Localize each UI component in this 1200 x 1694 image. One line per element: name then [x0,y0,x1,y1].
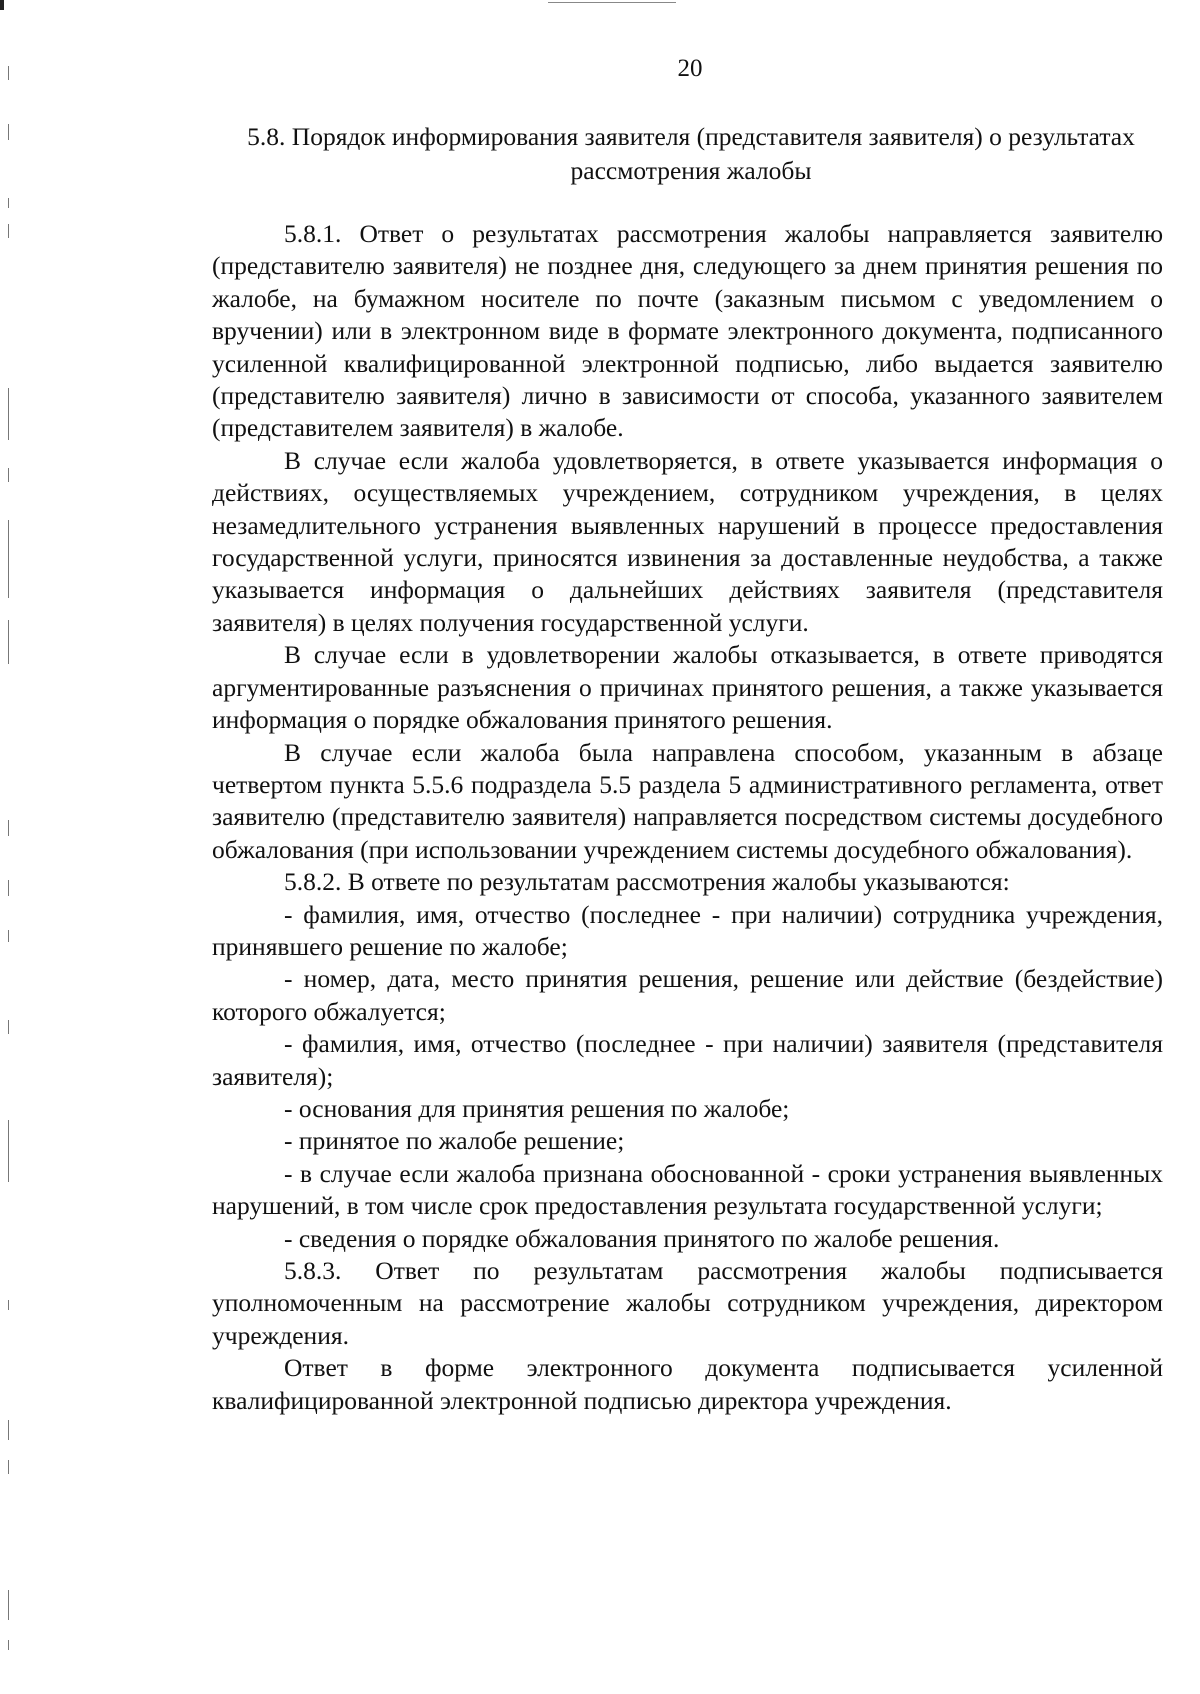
margin-dash [8,620,9,664]
margin-dash [8,1640,9,1650]
list-item: - номер, дата, место принятия решения, решение или действие (бездействие) которого обжалуется; [212,964,1163,1026]
margin-dash [8,1420,9,1440]
margin-dash [8,820,9,836]
list-item: - в случае если жалоба признана обоснованной - сроки устранения выявленных нарушений, в том числе срок предоставления результата государственной услуги; [212,1158,1163,1221]
section-heading: 5.8. Порядок информирования заявителя (представителя заявителя) о результатах рассмотрения жалобы [247,122,1135,185]
scan-corner-mark [0,0,4,10]
margin-dash [8,1460,9,1474]
margin-dash [8,388,9,440]
margin-dash [8,224,9,238]
paragraph-electronic-signature: Ответ в форме электронного документа подписывается усиленной квалифицированной электронной подписью директора учреждения. [212,1353,1163,1415]
paragraph-complaint-refused: В случае если в удовлетворении жалобы отказывается, в ответе приводятся аргументированные разъяснения о причинах принятого решения, а также указывается информация о порядке обжалования принятого решения. [212,640,1163,735]
scan-top-line [548,2,676,3]
paragraph-pre-trial-system: В случае если жалоба была направлена способом, указанным в абзаце четвертом пункта 5.5.6 подраздела 5.5 раздела 5 административного регламента, ответ заявителю (представителю заявителя) направляется посредством системы досудебного обжалования (при использовании учреждением системы досудебного обжалования). [212,737,1163,864]
margin-dash [8,1120,9,1182]
margin-dash [8,1300,9,1310]
margin-dash [8,468,9,482]
body-text [212,218,1163,1417]
list-item: - основания для принятия решения по жалобе; [284,1093,790,1123]
paragraph-complaint-satisfied: В случае если жалоба удовлетворяется, в ответе указывается информация о действиях, осуществляемых учреждением, сотрудником учреждения, в целях незамедлительного устранения выявленных нарушений в процессе предоставления государственной услуги, приносятся извинения за доставленные неудобства, а также указывается информация о дальнейших действиях заявителя (представителя заявителя) в целях получения государственной услуги. [212,445,1163,637]
margin-dash [8,880,9,896]
margin-dash [8,1020,9,1034]
margin-dash [8,520,9,598]
list-item: - сведения о порядке обжалования принятого по жалобе решения. [284,1223,1000,1253]
paragraph-5-8-1: 5.8.1. Ответ о результатах рассмотрения жалобы направляется заявителю (представителю заявителя) не позднее дня, следующего за днем принятия решения по жалобе, на бумажном носителе по почте (заказным письмом с уведомлением о вручении) или в электронном виде в формате электронного документа, подписанного усиленной квалифицированной электронной подписью, либо выдается заявителю (представителю заявителя) лично в зависимости от способа, указанного заявителем (представителем заявителя) в жалобе. [212,219,1163,443]
paragraph-5-8-2: 5.8.2. В ответе по результатам рассмотрения жалобы указываются: [284,867,1010,897]
margin-dash [8,1590,9,1620]
list-item: - принятое по жалобе решение; [284,1126,625,1156]
list-item: - фамилия, имя, отчество (последнее - при наличии) сотрудника учреждения, принявшего решение по жалобе; [212,899,1163,961]
paragraph-5-8-3: 5.8.3. Ответ по результатам рассмотрения жалобы подписывается уполномоченным на рассмотрение жалобы сотрудником учреждения, директором учреждения. [212,1256,1163,1350]
page-number: 20 [677,55,703,82]
margin-dash [8,124,9,140]
margin-dash [8,930,9,942]
list-item: - фамилия, имя, отчество (последнее - при наличии) заявителя (представителя заявителя); [212,1029,1163,1091]
margin-dash [8,198,9,208]
